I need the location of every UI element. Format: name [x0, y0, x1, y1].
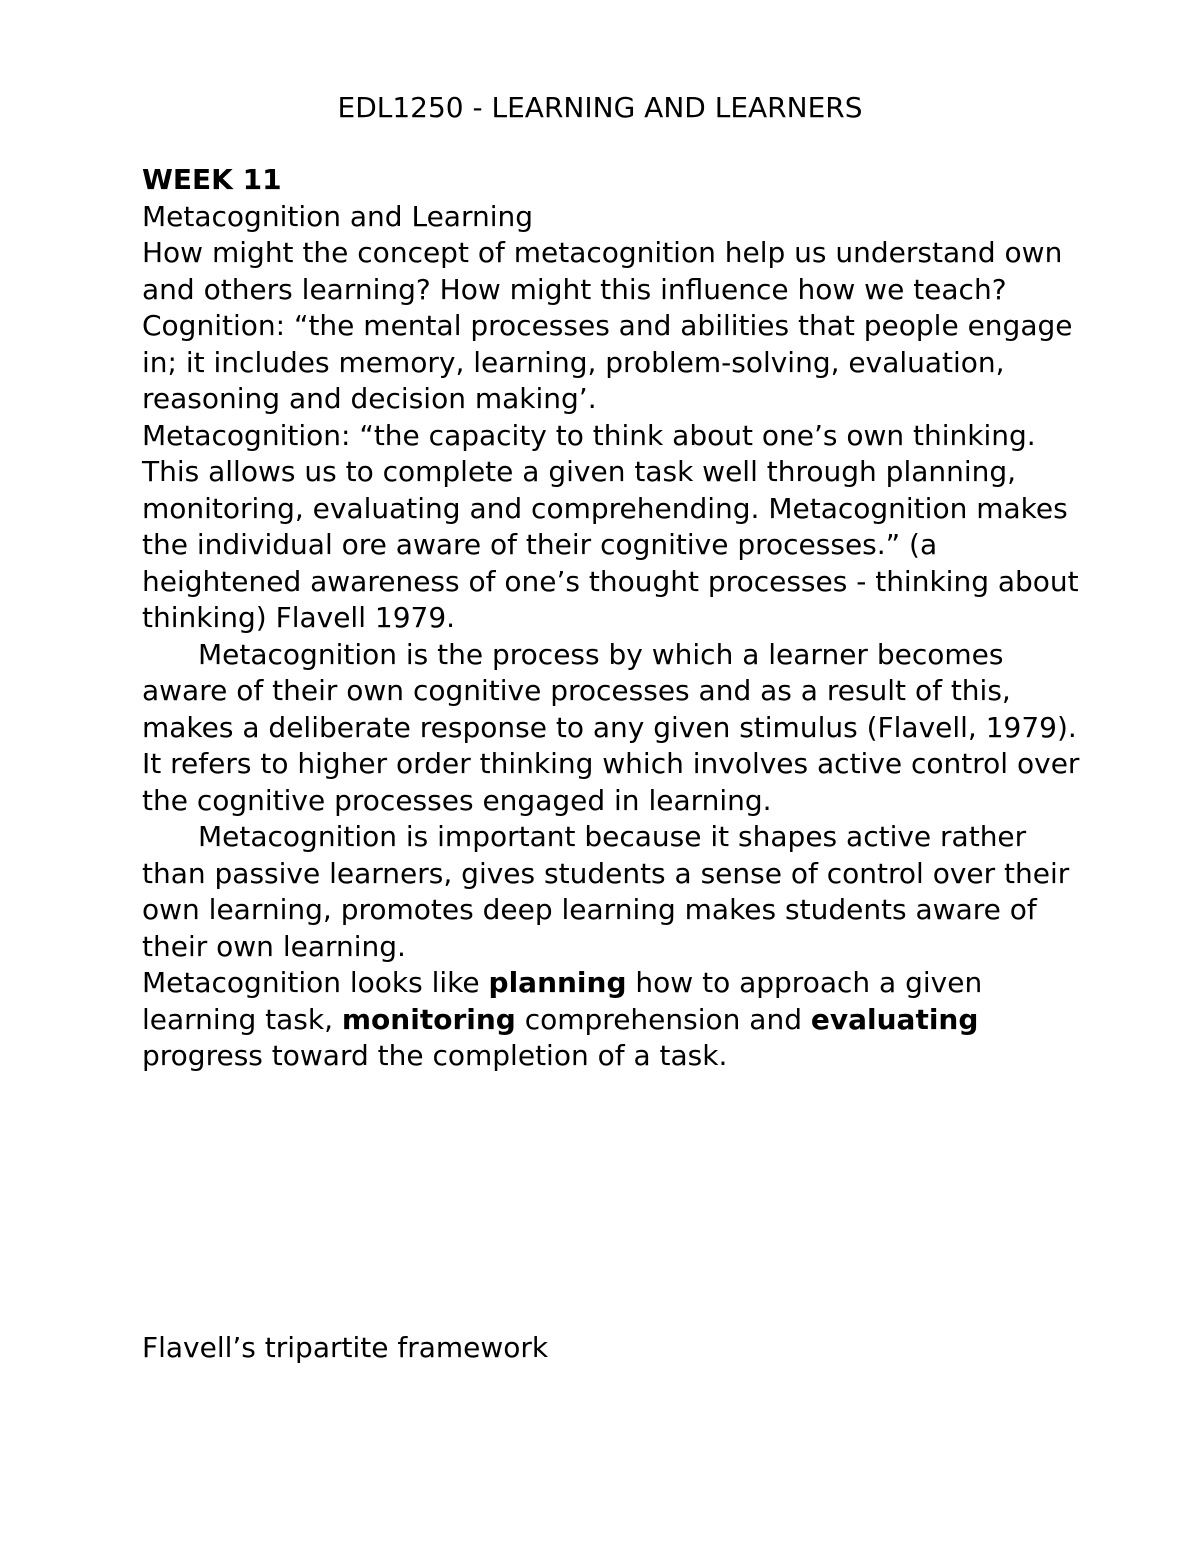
evaluating-term: evaluating: [810, 1002, 979, 1036]
cognition-definition: Cognition: “the mental processes and abilities that people engage in; it includes memory, learning, problem-solving, evaluation, reasoning and decision making’.: [142, 309, 1073, 415]
looks-like-text-2: how to approach a given learning task,: [142, 966, 983, 1036]
topic-line: Metacognition and Learning: [142, 199, 534, 233]
metacognition-process-paragraph: Metacognition is the process by which a learner becomes aware of their own cognitive processes and as a result of this, makes a deliberate response to any given stimulus (Flavell, 1979). It refers to higher order thinking which involves active control over the cognitive processes engaged in learning.: [142, 637, 1080, 817]
metacognition-looks-like-paragraph: [142, 965, 1082, 1075]
week-heading: WEEK 11: [142, 163, 282, 196]
planning-term: planning: [488, 966, 627, 999]
monitoring-term: monitoring: [341, 1002, 516, 1036]
document-body: [142, 162, 1082, 1075]
guiding-question: How might the concept of metacognition help us understand own and others learning? How might this influence how we teach?: [142, 236, 1063, 306]
metacognition-importance-paragraph: Metacognition is important because it shapes active rather than passive learners, gives students a sense of control over their own learning, promotes deep learning makes students aware of their own learning.: [142, 820, 1070, 963]
looks-like-text-3: comprehension and: [515, 1002, 811, 1036]
looks-like-text-4: progress toward the completion of a task.: [142, 1039, 728, 1072]
looks-like-text-1: Metacognition looks like: [142, 966, 489, 999]
document-title: EDL1250 - LEARNING AND LEARNERS: [337, 91, 863, 124]
metacognition-definition: Metacognition: “the capacity to think about one’s own thinking. This allows us to complete a given task well through planning, monitoring, evaluating and comprehending. Metacognition makes the individual ore aware of their cognitive processes.” (a heightened awareness of one’s thought processes - thinking about thinking) Flavell 1979.: [142, 418, 1079, 634]
framework-heading: Flavell’s tripartite framework: [142, 1331, 549, 1364]
